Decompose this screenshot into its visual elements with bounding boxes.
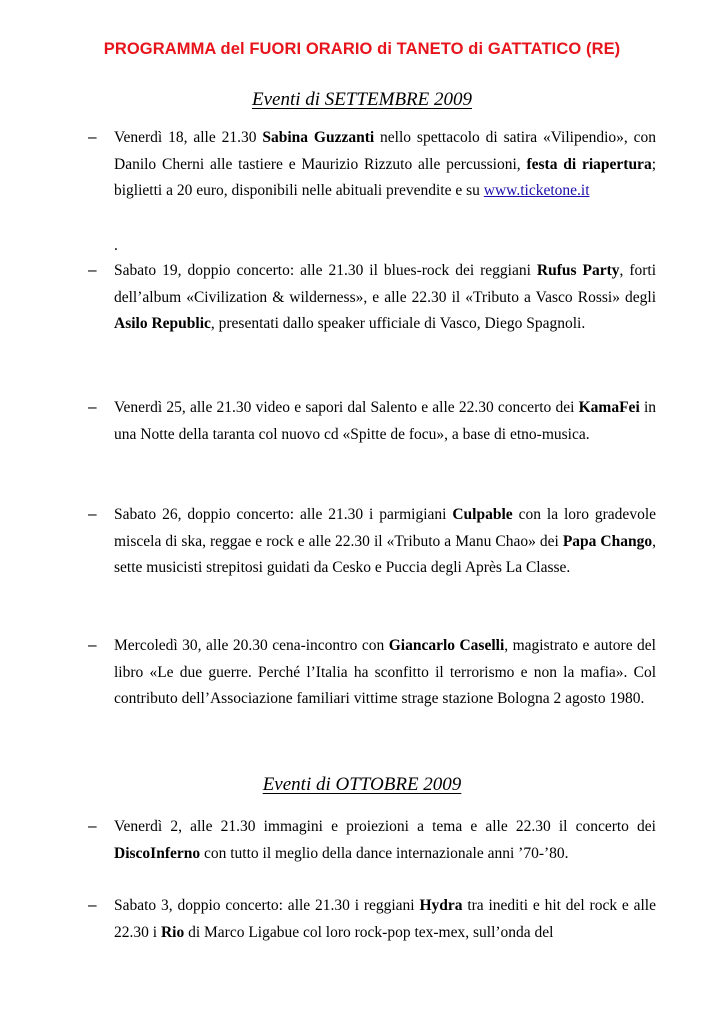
event-description: Sabato 19, doppio concerto: alle 21.30 il blues-rock dei reggiani Rufus Party, forti dell’album «Civilization & wilderness», e alle 22.30 il «Tributo a Vasco Rossi» degli Asilo Republic, presentati dallo speaker ufficiale di Vasco, Diego Spagnoli. xyxy=(114,262,657,332)
performer-name: Giancarlo Caselli xyxy=(388,637,505,654)
performer-name: Hydra xyxy=(419,897,463,914)
list-dash: – xyxy=(88,129,97,146)
performer-name: KamaFei xyxy=(578,399,640,416)
performer-name: DiscoInferno xyxy=(114,844,201,862)
september-heading: Eventi di SETTEMBRE 2009 xyxy=(251,89,473,110)
performer-name: Papa Chango xyxy=(562,532,653,550)
performer-name: Sabina Guzzanti xyxy=(262,129,375,146)
event-description: Venerdì 18, alle 21.30 Sabina Guzzanti nello spettacolo di satira «Vilipendio», con Danilo Cherni alle tastiere e Maurizio Rizzuto alle percussioni, festa di riapertura; biglietti a 20 euro, disponibili nelle abituali prevendite e su www.ticketone.it xyxy=(114,129,657,199)
page-title: PROGRAMMA del FUORI ORARIO di TANETO di GATTATICO (RE) xyxy=(103,40,621,58)
list-dash: – xyxy=(88,399,97,416)
ticketone-link[interactable]: www.ticketone.it xyxy=(483,182,590,199)
performer-name: Rio xyxy=(160,923,185,941)
october-heading: Eventi di OTTOBRE 2009 xyxy=(262,774,462,795)
list-dash: – xyxy=(88,506,97,523)
list-dash: – xyxy=(88,262,97,279)
performer-name: Rufus Party xyxy=(536,262,620,279)
event-description: Venerdì 25, alle 21.30 video e sapori dal Salento e alle 22.30 concerto dei KamaFei in una Notte della taranta col nuovo cd «Spitte de focu», a base di etno-musica. xyxy=(114,399,657,443)
event-description: Sabato 3, doppio concerto: alle 21.30 i reggiani Hydra tra inediti e hit del rock e alle 22.30 i Rio di Marco Ligabue col loro rock-pop tex-mex, sull’onda del xyxy=(114,897,656,941)
list-dash: – xyxy=(88,637,97,654)
event-description: Sabato 26, doppio concerto: alle 21.30 i parmigiani Culpable con la loro gradevole miscela di ska, reggae e rock e alle 22.30 il «Tributo a Manu Chao» dei Papa Chango, sette musicisti strepitosi guidati da Cesko e Puccia degli Après La Classe. xyxy=(114,506,656,576)
performer-name: Asilo Republic xyxy=(114,315,211,332)
list-dash: – xyxy=(88,818,97,835)
event-description: Venerdì 2, alle 21.30 immagini e proiezioni a tema e alle 22.30 il concerto dei DiscoInferno con tutto il meglio della dance internazionale anni ’70-’80. xyxy=(114,818,656,862)
stray-dot: . xyxy=(114,237,118,254)
performer-name: Culpable xyxy=(452,506,513,523)
event-description: Mercoledì 30, alle 20.30 cena-incontro con Giancarlo Caselli, magistrato e autore del libro «Le due guerre. Perché l’Italia ha sconfitto il terrorismo e non la mafia». Col contributo dell’Associazione familiari vittime strage stazione Bologna 2 agosto 1980. xyxy=(114,637,656,707)
list-dash: – xyxy=(88,897,97,914)
event-highlight: festa di riapertura xyxy=(526,155,652,173)
